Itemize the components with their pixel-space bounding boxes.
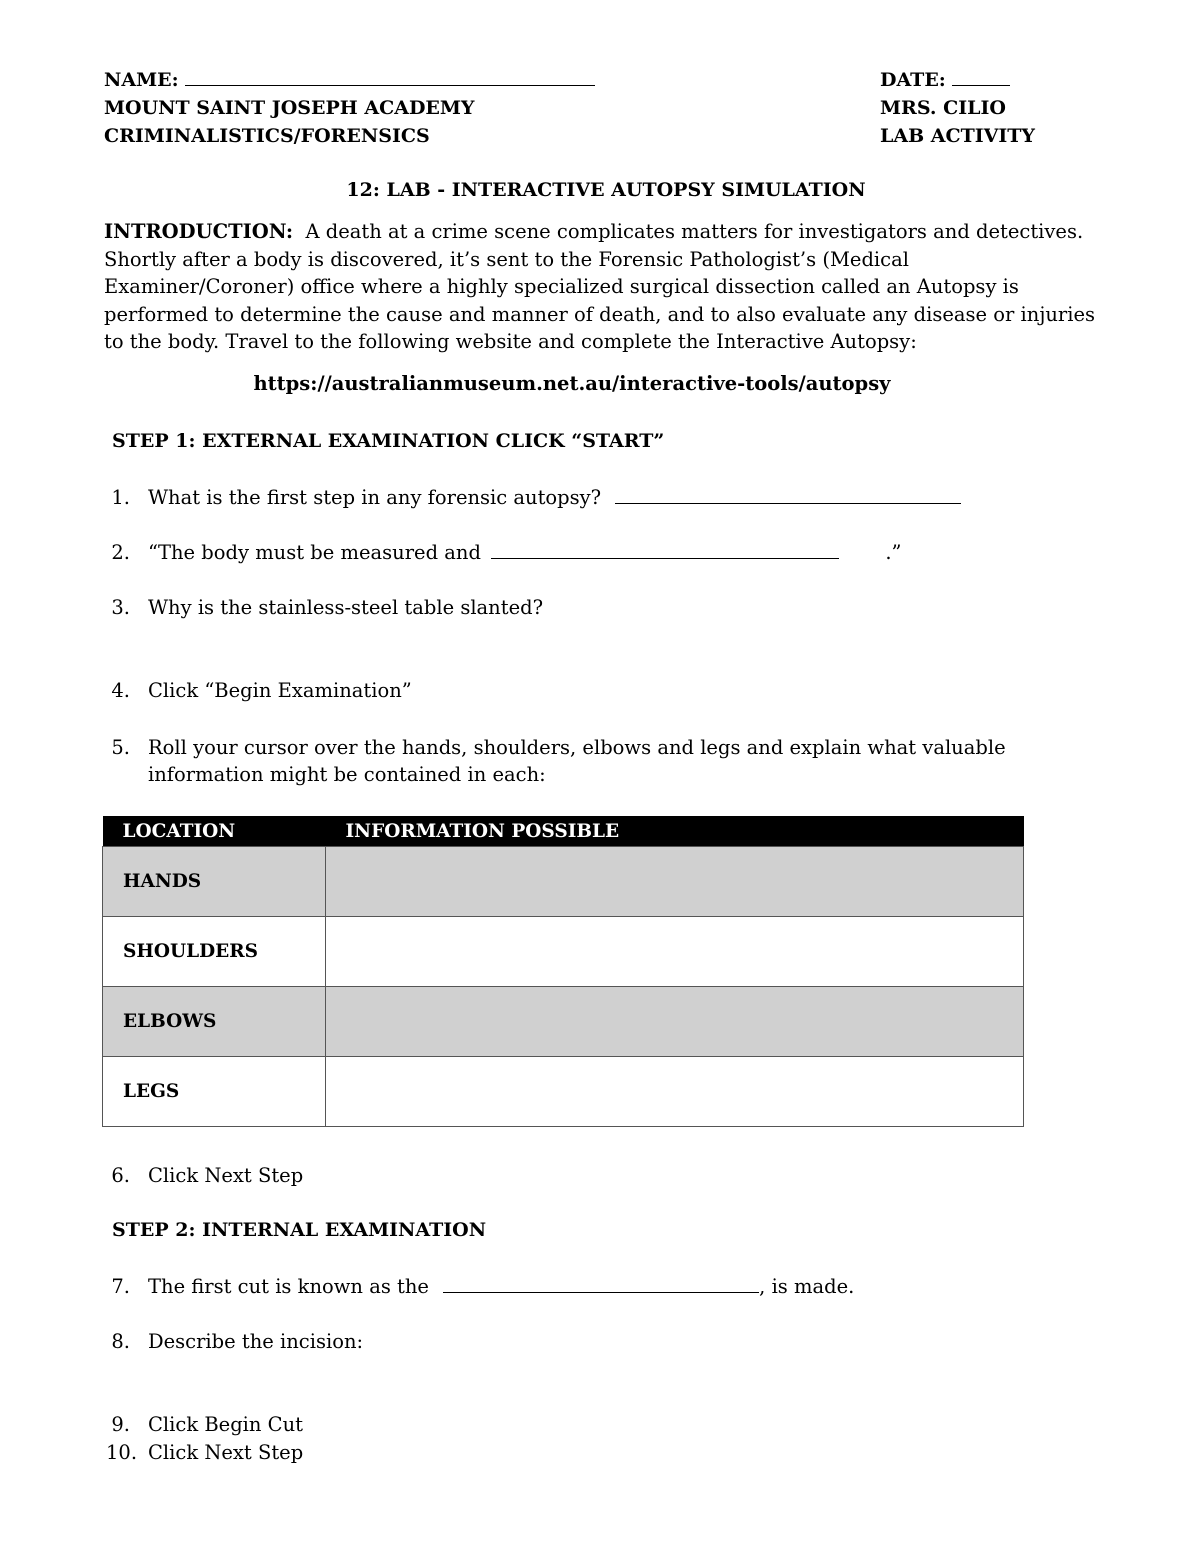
name-line (104, 66, 595, 94)
answer-blank[interactable] (491, 540, 839, 559)
intro-text: A death at a crime scene complicates matters for investigators and detectives. Shortly after a body is discovered, it’s sent to the Forensic Pathologist’s (Medical Examiner/Coroner) office where a highly specialized surgical dissection called an Autopsy is performed to determine the cause and manner of death, and to also evaluate any disease or injuries to the body. Travel to the following website and complete the Interactive Autopsy: (104, 220, 1096, 353)
website-link[interactable]: https://australianmuseum.net.au/interactive-tools/autopsy (253, 372, 891, 395)
name-label: NAME: (104, 69, 179, 91)
table-row (103, 987, 1024, 1057)
question-number: 10. (106, 1441, 138, 1464)
question-5 (0, 734, 1200, 794)
question-number: 6. (111, 1164, 130, 1187)
question-number: 5. (111, 736, 130, 759)
intro-label: INTRODUCTION: (104, 220, 294, 243)
question-text: The first cut is known as the (148, 1275, 429, 1298)
school-name: MOUNT SAINT JOSEPH ACADEMY (104, 97, 475, 119)
answer-blank[interactable] (615, 485, 961, 504)
activity-type: LAB ACTIVITY (880, 125, 1035, 147)
question-number: 4. (111, 679, 130, 702)
row-label: LEGS (103, 1057, 326, 1127)
teacher-name: MRS. CILIO (880, 97, 1006, 119)
question-number: 3. (111, 596, 130, 619)
header-location: LOCATION (103, 816, 326, 847)
answer-cell[interactable] (326, 987, 1024, 1057)
date-field[interactable] (952, 67, 1010, 86)
date-label: DATE: (880, 69, 946, 91)
page-title: 12: LAB - INTERACTIVE AUTOPSY SIMULATION (346, 179, 866, 201)
table-header-row (103, 816, 1024, 847)
question-text: Click Next Step (148, 1441, 304, 1464)
question-text: What is the first step in any forensic autopsy? (148, 486, 602, 509)
table-row (103, 847, 1024, 917)
table-row (103, 917, 1024, 987)
step1-heading: STEP 1: EXTERNAL EXAMINATION CLICK “START” (112, 430, 665, 452)
question-number: 7. (111, 1275, 130, 1298)
question-text-end: .” (885, 541, 902, 564)
question-text-line1: Roll your cursor over the hands, shoulders, elbows and legs and explain what valuable (148, 736, 1006, 759)
question-text: Why is the stainless-steel table slanted? (148, 596, 544, 619)
question-number: 1. (111, 486, 130, 509)
question-number: 8. (111, 1330, 130, 1353)
question-number: 2. (111, 541, 130, 564)
header-information: INFORMATION POSSIBLE (326, 816, 1024, 847)
answer-cell[interactable] (326, 847, 1024, 917)
answer-blank[interactable] (443, 1274, 759, 1293)
question-text: Click “Begin Examination” (148, 679, 412, 702)
row-label: SHOULDERS (103, 917, 326, 987)
question-text: Click Next Step (148, 1164, 304, 1187)
question-text: “The body must be measured and (148, 541, 481, 564)
introduction (104, 218, 1104, 356)
question-text: Click Begin Cut (148, 1413, 303, 1436)
question-text-end: , is made. (759, 1275, 855, 1298)
step2-heading: STEP 2: INTERNAL EXAMINATION (112, 1219, 487, 1241)
question-number: 9. (111, 1413, 130, 1436)
answer-cell[interactable] (326, 1057, 1024, 1127)
location-table (102, 816, 1024, 1127)
row-label: ELBOWS (103, 987, 326, 1057)
course-name: CRIMINALISTICS/FORENSICS (104, 125, 430, 147)
question-text-line2: information might be contained in each: (148, 763, 546, 786)
name-field[interactable] (185, 67, 595, 86)
question-text: Describe the incision: (148, 1330, 364, 1353)
table-row (103, 1057, 1024, 1127)
row-label: HANDS (103, 847, 326, 917)
answer-cell[interactable] (326, 917, 1024, 987)
date-line (880, 66, 1010, 94)
